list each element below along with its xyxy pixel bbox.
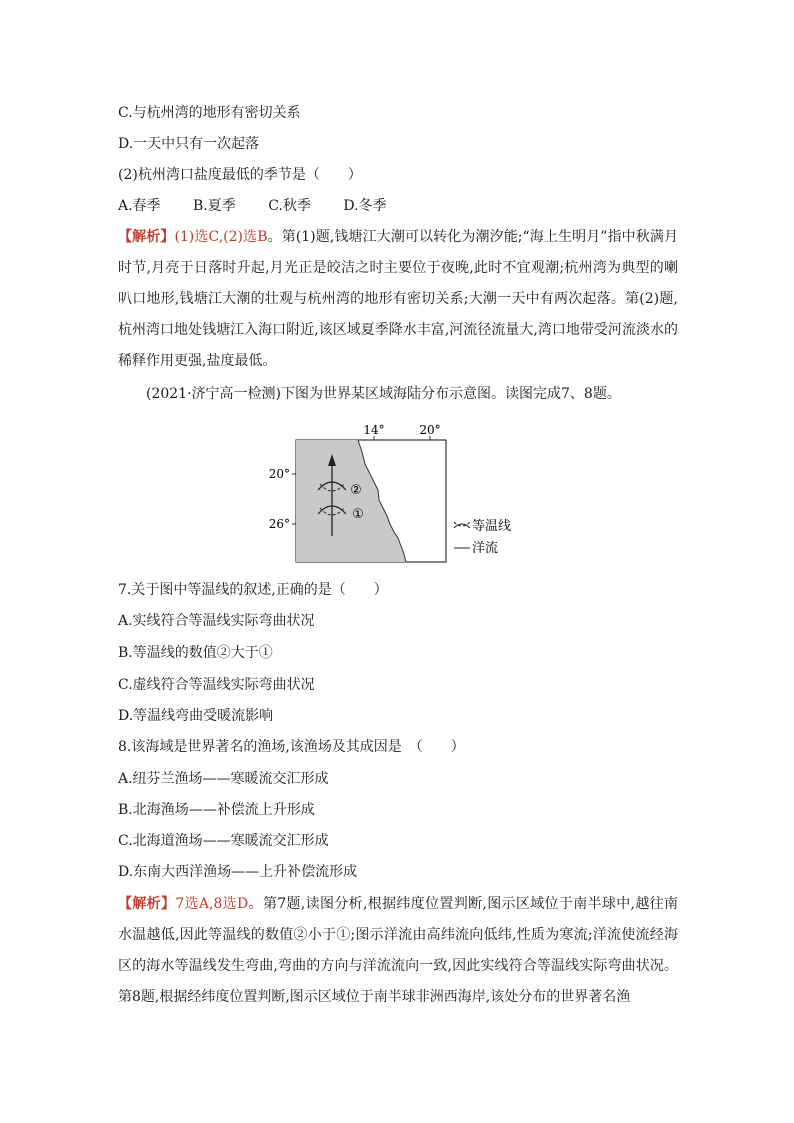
analysis-tag: 【解析】 — [118, 229, 175, 245]
q6-option-d: D.一天中只有一次起落 — [118, 136, 260, 152]
lon-label-20: 20° — [419, 423, 441, 437]
analysis-answer: 7选A,8选D — [175, 896, 249, 912]
analysis-block-2 — [118, 889, 678, 1013]
option-d: D.冬季 — [343, 198, 387, 214]
analysis-text: 。第(1)题,钱塘江大潮可以转化为潮汐能;“海上生明月”指中秋满月时节,月亮于日落时升起,月光正是皎洁之时主要位于夜晚,此时不宜观潮;杭州湾为典型的喇叭口地形,钱塘江大潮的壮观与杭州湾的地形有密切关系;大潮一天中有两次起落。第(2)题,杭州湾口地处钱塘江入海口附近,该区域夏季降水丰富,河流径流量大,湾口地带受河流淡水的稀释作用更强,盐度最低。 — [118, 229, 679, 369]
q8-option-b: B.北海渔场——补偿流上升形成 — [118, 802, 315, 818]
legend-isotherm-label: 等温线 — [472, 519, 512, 534]
option-c: C.秋季 — [268, 198, 311, 214]
lat-label-26: 26° — [268, 517, 290, 531]
sea-land-map — [266, 418, 536, 568]
marker-1: ① — [352, 507, 364, 522]
q7-option-a: A.实线符合等温线实际弯曲状况 — [118, 613, 315, 629]
q7-option-c: C.虚线符合等温线实际弯曲状况 — [118, 677, 315, 693]
analysis-text: 。第7题,读图分析,根据纬度位置判断,图示区域位于南半球中,越往南水温越低,因此等温线的数值②小于①;图示洋流由高纬流向低纬,性质为寒流;洋流使流经海区的海水等温线发生弯曲,弯曲的方向与洋流流向一致,因此实线符合等温线实际弯曲状况。第8题,根据经纬度位置判断,图示区域位于南半球非洲西海岸,该处分布的世界著名渔 — [118, 896, 678, 1005]
lon-label-14: 14° — [363, 423, 385, 437]
analysis-tag: 【解析】 — [118, 896, 176, 912]
q8-option-d: D.东南大西洋渔场——上升补偿流形成 — [118, 864, 358, 880]
q7-option-d: D.等温线弯曲受暖流影响 — [118, 708, 274, 724]
analysis-block-1 — [118, 222, 678, 377]
q6-sub2-stem: (2)杭州湾口盐度最低的季节是（ ） — [118, 167, 362, 183]
q8-option-c: C.北海道渔场——寒暖流交汇形成 — [118, 833, 329, 849]
map-figure — [266, 418, 536, 568]
marker-2: ② — [350, 483, 362, 498]
q8-option-a: A.纽芬兰渔场——寒暖流交汇形成 — [118, 771, 329, 787]
figure-intro: (2021·济宁高一检测)下图为世界某区域海陆分布示意图。读图完成7、8题。 — [146, 386, 621, 402]
legend-current-label: 洋流 — [472, 541, 499, 556]
q8-stem: 8.该海域是世界著名的渔场,该渔场及其成因是 （ ） — [118, 739, 465, 755]
q6-sub2-options — [118, 196, 415, 216]
q7-option-b: B.等温线的数值②大于① — [118, 645, 273, 661]
analysis-answer: (1)选C,(2)选B — [174, 229, 268, 245]
q7-stem: 7.关于图中等温线的叙述,正确的是（ ） — [118, 582, 388, 598]
option-a: A.春季 — [118, 198, 161, 214]
option-b: B.夏季 — [193, 198, 236, 214]
q6-option-c: C.与杭州湾的地形有密切关系 — [118, 105, 301, 121]
lat-label-20: 20° — [268, 467, 290, 481]
legend-isotherm-solid — [454, 524, 470, 528]
